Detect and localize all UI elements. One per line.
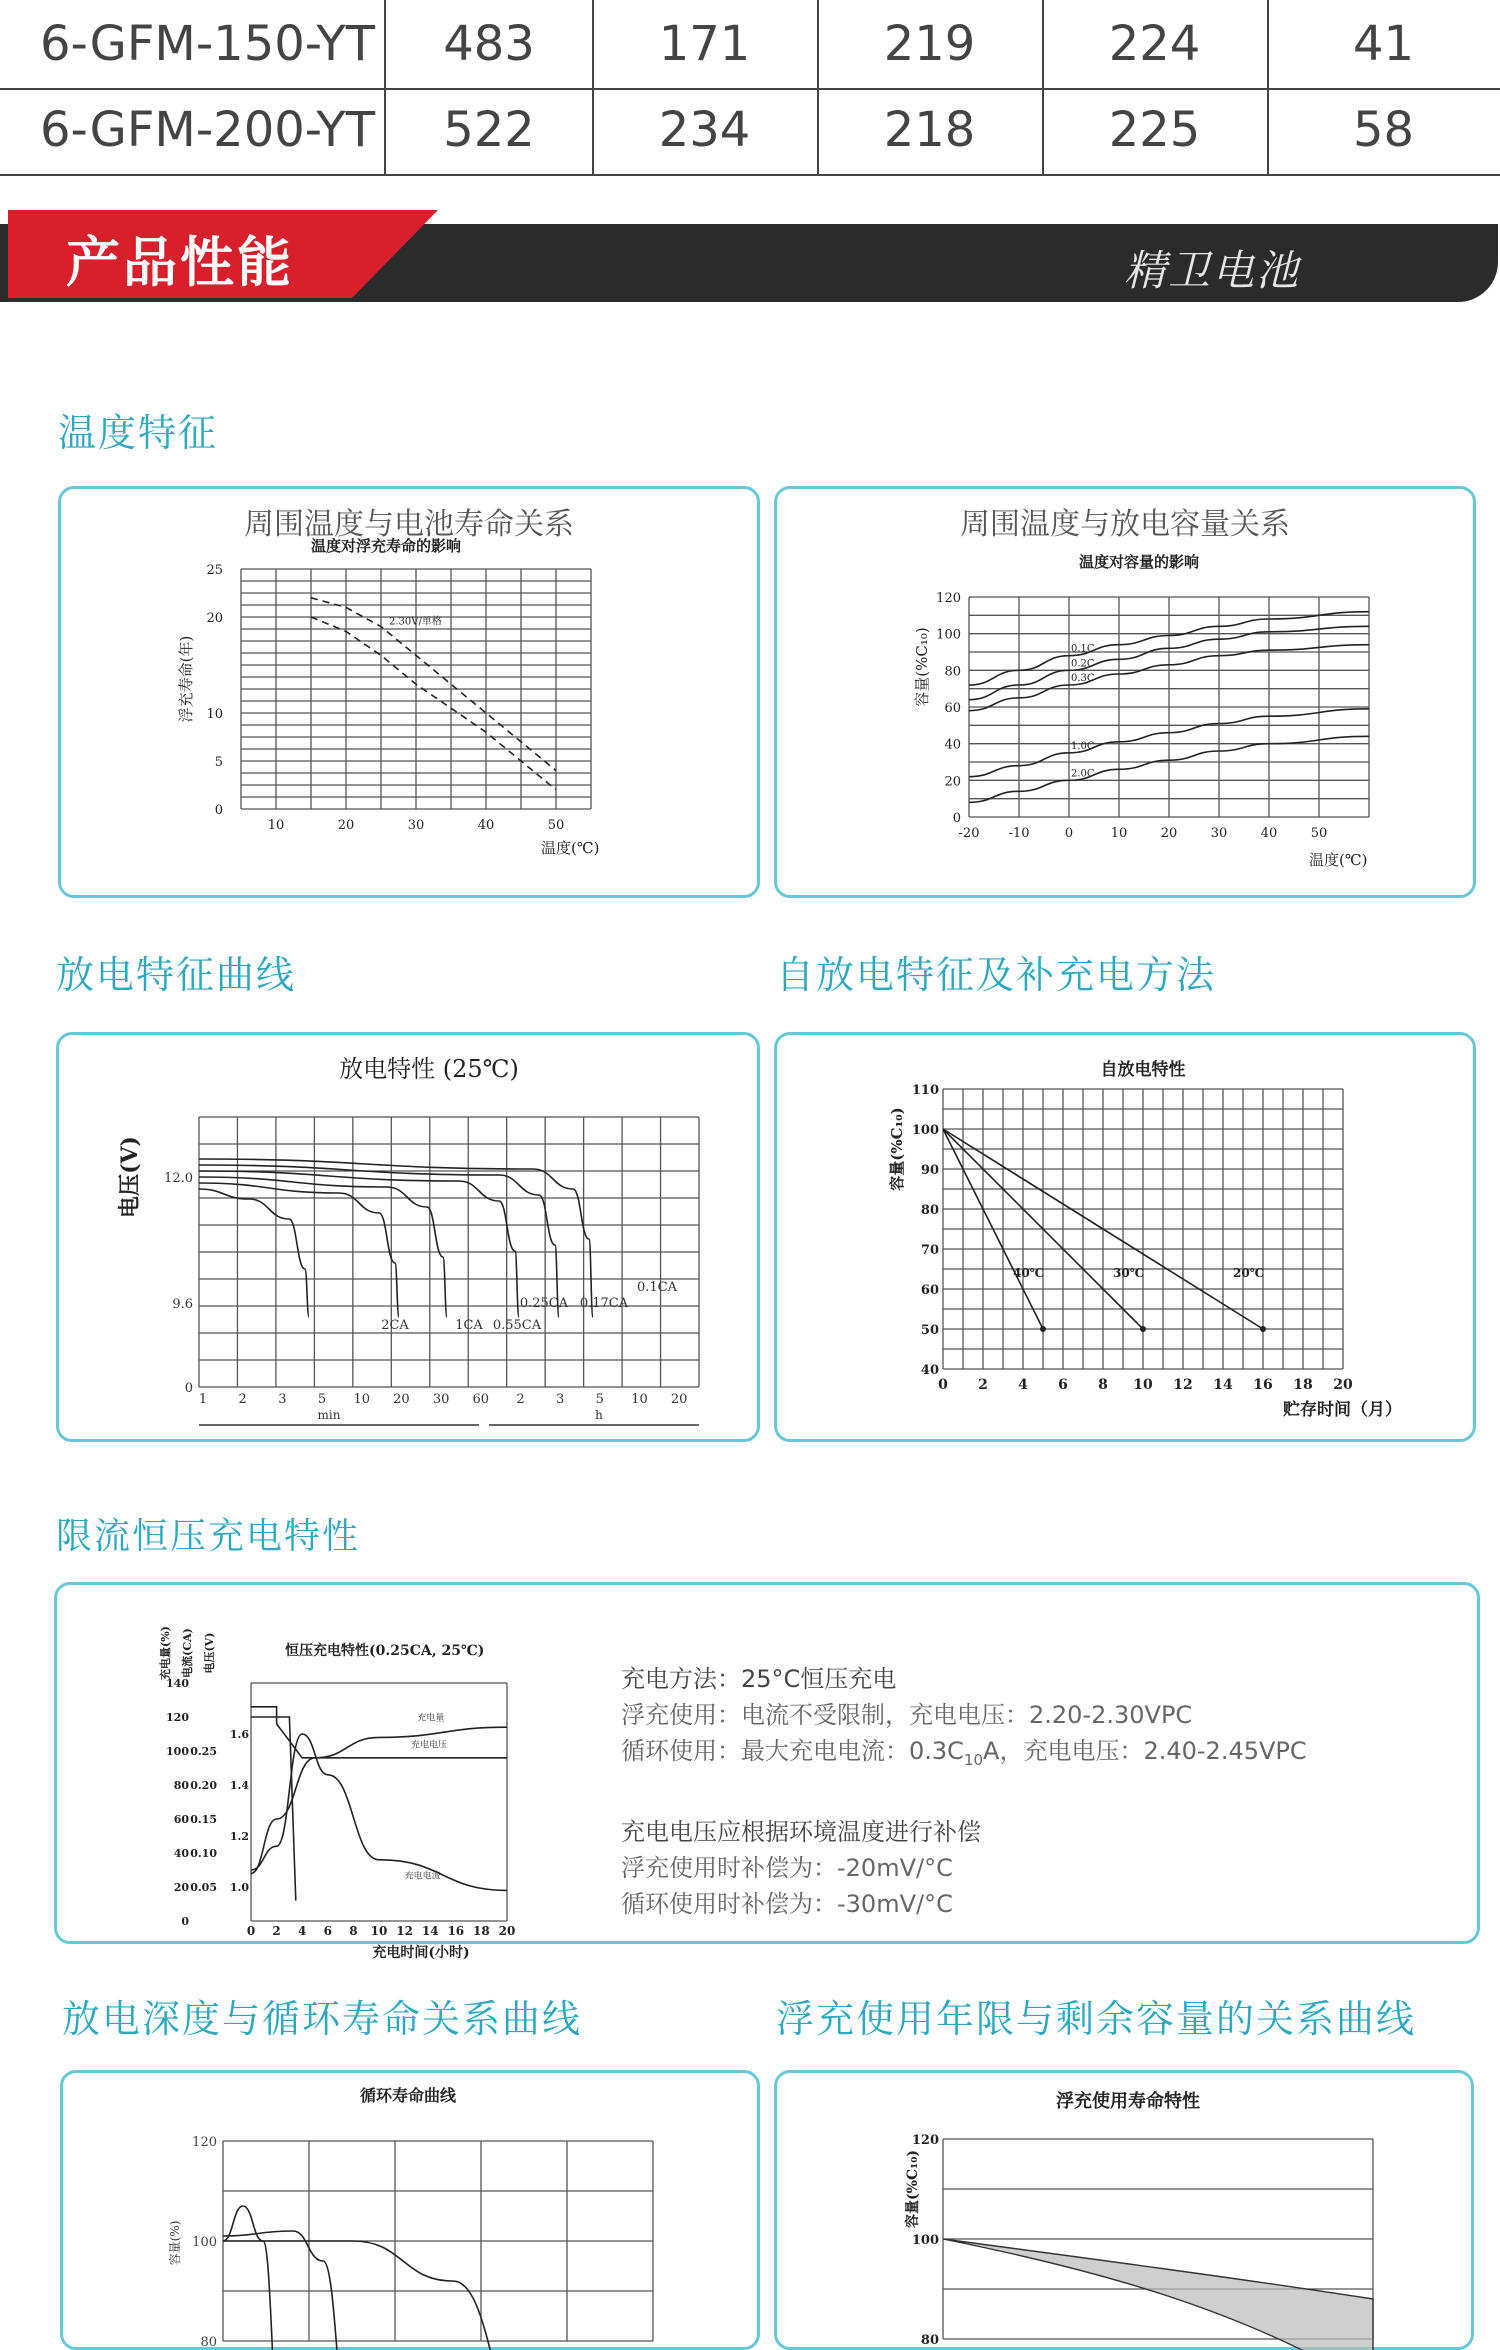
section-title-self-discharge: 自放电特征及补充电方法 [776,953,1217,997]
series-label: 30℃ [1113,1266,1145,1280]
series-label: 充电电压 [411,1740,448,1751]
charging-chart [57,1585,617,1961]
x-tick-label: 16 [1253,1377,1273,1393]
y-tick-label: 110 [911,1083,939,1098]
y-tick-label: 90 [920,1163,939,1178]
table-cell: 219 [817,0,1044,88]
x-tick-label: 3 [556,1392,565,1407]
x-tick-label: 2 [238,1392,247,1407]
section-banner [0,210,1500,302]
series-label: 充电量 [417,1713,445,1724]
y-tick-label: 100 [911,1123,939,1138]
y-axis-label: 电压(V) [203,1632,216,1674]
y-axis-label: 容量(%C₁₀) [913,627,931,707]
chart-title: 循环寿命曲线 [359,2086,457,2105]
model-cell: 6-GFM-150-YT [0,0,386,88]
y-tick-label: 60 [944,701,961,716]
chart-title: 温度对容量的影响 [1078,553,1200,571]
table-cell: 234 [592,86,819,174]
y-tick-label: 120 [192,2135,217,2150]
y-tick-label: 50 [920,1323,939,1338]
cycle-life-chart [63,2073,757,2350]
float-compensation: 浮充使用时补偿为：-20mV/°C [621,1853,953,1882]
x-tick-label: 60 [472,1392,490,1407]
x-tick-label: 4 [1018,1377,1028,1393]
x-tick-label: 20 [1333,1377,1353,1393]
float-life-chart [777,2073,1471,2348]
chart-panel-self-discharge [774,1032,1476,1442]
x-axis-label: 贮存时间（月） [1283,1400,1402,1420]
table-cell: 41 [1352,16,1415,72]
x-tick-label: 40 [477,818,495,833]
chart-panel-discharge [56,1032,760,1442]
current-tick-label: 0.10 [190,1847,217,1860]
current-tick-label: 0.05 [190,1881,217,1894]
table-row [0,86,1500,176]
x-tick-label: 5 [317,1392,327,1407]
brand-name: 精卫电池 [1124,246,1301,295]
discharge-curve [199,1183,399,1317]
x-tick-label: 50 [547,818,565,833]
x-tick-label: 18 [473,1924,490,1938]
x-tick-label: 16 [447,1924,465,1938]
discharge-chart [59,1035,757,1439]
y-tick-label: 80 [173,1779,189,1792]
x-tick-label: 10 [353,1392,371,1407]
table-cell: 225 [1042,86,1269,174]
y-tick-label: 9.6 [172,1297,193,1312]
x-tick-label: 10 [1133,1377,1153,1393]
x-tick-label: 30 [432,1392,450,1407]
table-row [0,0,1500,90]
series-label: 0.1C [1071,643,1095,655]
chart-grid [199,1117,699,1387]
x-tick-label: 2 [272,1924,281,1938]
y-tick-label: 120 [166,1711,189,1724]
x-tick-label: 20 [393,1392,410,1407]
x-tick-label: 6 [323,1924,332,1938]
chart-title: 浮充使用寿命特性 [1056,2091,1200,2112]
series-label: 充电电流 [404,1871,441,1882]
chart-title: 恒压充电特性(0.25CA, 25℃) [285,1643,485,1659]
cycle-use [621,1733,1307,1778]
x-tick-label: 20 [337,818,355,833]
y-tick-label: 70 [920,1243,939,1258]
x-axis-label: 充电时间(小时) [372,1945,470,1961]
x-unit-label: min [317,1408,341,1422]
voltage-tick-label: 1.2 [229,1830,249,1843]
voltage-tick-label: 1.6 [229,1728,249,1741]
x-tick-label: 18 [1293,1377,1313,1393]
x-tick-label: 20 [670,1392,688,1407]
chart-title: 温度对浮充寿命的影响 [310,537,462,555]
y-tick-label: 0 [952,811,961,826]
chart-grid [241,569,591,809]
series-label: 2.0C [1071,768,1095,780]
series-label: 0.17CA [579,1296,629,1311]
x-tick-label: 30 [407,818,425,833]
series-label: 0.3C [1071,673,1095,684]
series-label: 0.1CA [636,1280,678,1295]
table-cell: 218 [817,86,1044,174]
y-axis-label: 容量(%C₁₀) [888,1107,906,1191]
y-tick-label: 100 [192,2235,217,2250]
series-label: 0.55CA [492,1318,542,1333]
x-tick-label: 20 [1160,826,1178,841]
series-label: 0.25CA [519,1296,569,1311]
y-tick-label: 40 [920,1363,939,1378]
table-cell: 171 [592,0,819,88]
y-axis-label: 容量(%C₁₀) [905,2150,921,2228]
data-point [1260,1326,1266,1332]
y-axis-label: 浮充寿命(年) [177,635,195,723]
current-tick-label: 0.15 [190,1813,217,1826]
y-tick-label: 120 [911,2133,939,2148]
voltage-tick-label: 1.0 [229,1881,249,1894]
compensation-note: 充电电压应根据环境温度进行补偿 [621,1817,981,1846]
x-tick-label: 4 [298,1924,307,1938]
chart-title: 自放电特性 [1100,1060,1186,1080]
table-cell: 522 [386,86,594,174]
chart-panel-charging [54,1582,1480,1961]
self-discharge-chart [777,1035,1473,1439]
cycle-compensation: 循环使用时补偿为：-30mV/°C [621,1889,953,1918]
float-life-band [943,2239,1373,2350]
y-tick-label: 120 [936,591,961,606]
chart-panel-float-life [774,2070,1474,2350]
y-tick-label: 100 [911,2233,939,2248]
x-axis-label: 温度(℃) [541,839,600,857]
x-tick-label: 14 [1213,1377,1233,1393]
y-tick-label: 80 [200,2335,217,2350]
table-cell: 224 [1042,0,1269,88]
x-tick-label: 30 [1210,826,1228,841]
x-tick-label: 8 [349,1924,358,1938]
cycle-curve [223,2206,281,2350]
x-tick-label: 3 [278,1392,287,1407]
x-tick-label: 10 [370,1924,388,1938]
y-tick-label: 20 [944,774,961,790]
series-label: 40℃ [1013,1266,1045,1280]
cycle-use-subscript: 10 [963,1750,984,1769]
x-tick-label: -10 [1008,826,1030,841]
y-tick-label: 5 [214,755,223,770]
x-tick-label: 1 [198,1392,208,1407]
y-tick-label: 80 [920,1203,939,1218]
x-tick-label: 10 [267,818,285,833]
life-temp-chart [61,489,757,895]
y-tick-label: 0 [181,1915,189,1928]
y-tick-label: 100 [936,627,961,643]
y-tick-label: 0 [214,803,223,818]
voltage-tick-label: 1.4 [229,1779,249,1792]
x-tick-label: 6 [1058,1377,1068,1393]
x-tick-label: 2 [978,1377,988,1393]
x-tick-label: -20 [958,826,980,841]
y-tick-label: 80 [920,2333,939,2348]
x-tick-label: 40 [1260,826,1278,841]
x-tick-label: 5 [595,1392,604,1407]
series-line [311,617,556,790]
x-tick-label: 12 [1173,1377,1193,1393]
discharge-curve [199,1159,593,1317]
x-axis-label: 温度(℃) [1309,851,1368,869]
banner-title: 产品性能 [66,231,294,294]
section-title-cycle-life: 放电深度与循环寿命关系曲线 [62,1997,583,2041]
x-unit-label: h [595,1408,603,1422]
y-tick-label: 140 [166,1677,189,1690]
section-title-charging: 限流恒压充电特性 [56,1516,361,1557]
x-tick-label: 20 [498,1924,516,1938]
y-axis-label: 充电量(%) [159,1626,172,1680]
charging-info [621,1661,1307,1922]
y-axis-label: 容量(%) [168,2220,182,2266]
x-tick-label: 10 [631,1392,648,1407]
x-tick-label: 8 [1098,1377,1108,1393]
x-tick-label: 0 [1064,826,1074,841]
series-label: 2.30V/单格 [389,616,442,628]
y-tick-label: 0 [184,1381,193,1396]
table-cell: 58 [1352,102,1415,158]
y-tick-label: 60 [173,1813,189,1826]
series-label: 1.0C [1071,740,1095,752]
float-use: 浮充使用：电流不受限制，充电电压：2.20-2.30VPC [621,1701,1193,1729]
charging-method: 充电方法：25°C恒压充电 [621,1665,897,1693]
chart-panel-capacity-temp [774,486,1476,898]
discharge-curve [199,1165,559,1317]
x-tick-label: 2 [516,1392,525,1407]
chart-panel-life-temp [58,486,760,898]
discharge-curve [199,1171,519,1317]
x-tick-label: 0 [246,1924,256,1938]
y-tick-label: 40 [944,737,961,753]
chart-title: 放电特性 (25℃) [339,1055,519,1083]
y-tick-label: 12.0 [164,1171,193,1186]
y-tick-label: 100 [166,1745,189,1758]
y-axis-label: 电流(CA) [181,1628,194,1678]
current-tick-label: 0.25 [190,1745,217,1758]
y-tick-label: 60 [920,1283,939,1298]
y-tick-label: 80 [944,664,961,680]
y-tick-label: 20 [173,1881,189,1894]
data-point [1040,1326,1046,1332]
series-label: 0.2C [1071,658,1095,670]
series-label: 2CA [381,1318,409,1333]
charge-amount-curve [251,1727,507,1873]
panel-title: 周围温度与放电容量关系 [960,507,1290,542]
capacity-temp-chart [777,489,1473,895]
y-tick-label: 20 [206,611,223,626]
x-tick-label: 0 [938,1377,948,1393]
y-tick-label: 25 [206,563,223,578]
panel-title: 周围温度与电池寿命关系 [244,507,574,542]
series-label: 20℃ [1233,1266,1265,1280]
x-tick-label: 50 [1310,826,1328,841]
model-cell: 6-GFM-200-YT [0,86,386,174]
x-tick-label: 10 [1110,826,1128,841]
cycle-use-text: 循环使用：最大充电电流：0.3C [621,1737,964,1765]
section-title-discharge: 放电特征曲线 [56,953,297,997]
section-title-temperature: 温度特征 [58,411,219,455]
x-tick-label: 12 [396,1924,413,1938]
current-tick-label: 0.20 [190,1779,217,1792]
cycle-use-text-end: A，充电电压：2.40-2.45VPC [983,1737,1307,1765]
discharge-curve [199,1189,309,1317]
chart-panel-cycle-life [60,2070,760,2350]
y-tick-label: 40 [173,1847,189,1860]
x-tick-label: 14 [421,1924,439,1938]
series-label: 1CA [455,1318,483,1333]
data-point [1140,1326,1146,1332]
y-axis-label: 电压(V) [117,1136,143,1218]
table-cell: 483 [386,0,594,88]
section-title-float-life: 浮充使用年限与剩余容量的关系曲线 [776,1997,1417,2041]
y-tick-label: 10 [206,707,223,722]
